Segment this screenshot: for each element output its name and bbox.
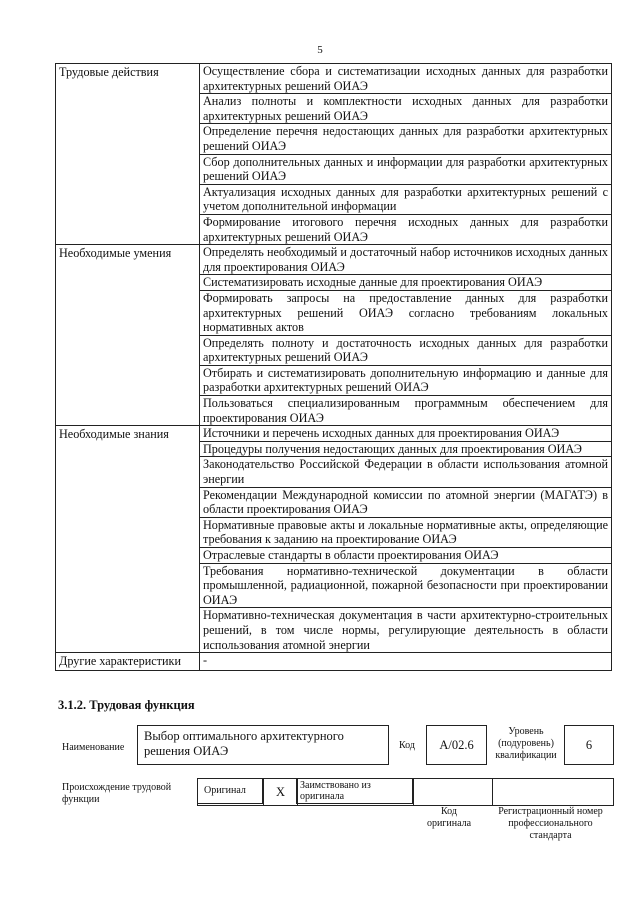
section-item: Анализ полноты и комплектности исходных данных для разработки архитектурных решений ОИАЭ <box>200 94 612 124</box>
section-label: Необходимые знания <box>56 426 200 653</box>
section-item: Определять полноту и достаточность исходных данных для разработки архитектурных решений ОИАЭ <box>200 335 612 365</box>
section-item: Определять необходимый и достаточный набор источников исходных данных для проектирования ОИАЭ <box>200 245 612 275</box>
name-label: Наименование <box>62 742 125 753</box>
section-item: Источники и перечень исходных данных для проектирования ОИАЭ <box>200 426 612 442</box>
registration-number-caption: Регистрационный номер профессионального стандарта <box>498 806 603 841</box>
section-label: Трудовые действия <box>56 64 200 245</box>
section-item: Рекомендации Международной комиссии по атомной энергии (МАГАТЭ) в области проектирования ОИАЭ <box>200 487 612 517</box>
section-item: Определение перечня недостающих данных для разработки архитектурных решений ОИАЭ <box>200 124 612 154</box>
code-value: A/02.6 <box>439 737 474 752</box>
section-item: Сбор дополнительных данных и информации для разработки архитектурных решений ОИАЭ <box>200 154 612 184</box>
borrowed-label: Заимствовано из оригинала <box>300 780 371 802</box>
section-label: Необходимые умения <box>56 245 200 426</box>
page-number: 5 <box>317 44 323 56</box>
origin-label: Происхождение трудовой функции <box>62 782 172 805</box>
original-mark-cell <box>263 778 298 806</box>
original-label-cell <box>197 778 263 804</box>
section-item: Формировать запросы на предоставление данных для разработки архитектурных решений ОИАЭ согласно требованиям локальных нормативных актов <box>200 290 612 335</box>
section-item: Процедуры получения недостающих данных для проектирования ОИАЭ <box>200 441 612 457</box>
section-item: Нормативные правовые акты и локальные нормативные акты, определяющие требования к заданию на проектирование ОИАЭ <box>200 517 612 547</box>
original-mark: X <box>275 784 286 799</box>
level-label: Уровень (подуровень) квалификации <box>495 726 557 761</box>
section-label: Другие характеристики <box>56 653 200 671</box>
section-item: - <box>200 653 612 671</box>
section-item: Отбирать и систематизировать дополнительную информацию и данные для разработки архитектурных решений ОИАЭ <box>200 365 612 395</box>
level-box <box>564 725 614 765</box>
section-item: Формирование итогового перечня исходных данных для разработки архитектурных решений ОИАЭ <box>200 214 612 244</box>
section-item: Законодательство Российской Федерации в области использования атомной энергии <box>200 457 612 487</box>
section-item: Отраслевые стандарты в области проектирования ОИАЭ <box>200 548 612 564</box>
original-code-cell <box>413 778 493 806</box>
table-row <box>56 245 612 275</box>
original-code-caption: Код оригинала <box>426 806 472 829</box>
borrowed-label-cell <box>296 778 413 804</box>
level-value: 6 <box>585 737 593 752</box>
table-row <box>56 426 612 442</box>
section-item: Осуществление сбора и систематизации исходных данных для разработки архитектурных решений ОИАЭ <box>200 64 612 94</box>
code-label: Код <box>399 740 415 751</box>
function-name-value: Выбор оптимального архитектурного решения ОИАЭ <box>144 729 344 758</box>
table-row <box>56 653 612 671</box>
function-name-box <box>137 725 389 765</box>
table-row <box>56 64 612 94</box>
original-label: Оригинал <box>204 785 246 796</box>
section-item: Актуализация исходных данных для разработки архитектурных решений с учетом дополнительной информации <box>200 184 612 214</box>
section-heading: 3.1.2. Трудовая функция <box>58 698 195 712</box>
section-item: Пользоваться специализированным программным обеспечением для проектирования ОИАЭ <box>200 396 612 426</box>
section-item: Нормативно-техническая документация в части архитектурно-строительных решений, в том числе нормы, регулирующие деятельность в области использования атомной энергии <box>200 608 612 653</box>
code-box <box>426 725 487 765</box>
work-function-table <box>55 63 612 671</box>
section-item: Требования нормативно-технической документации в области промышленной, радиационной, пожарной безопасности при проектировании ОИАЭ <box>200 563 612 608</box>
section-item: Систематизировать исходные данные для проектирования ОИАЭ <box>200 275 612 291</box>
